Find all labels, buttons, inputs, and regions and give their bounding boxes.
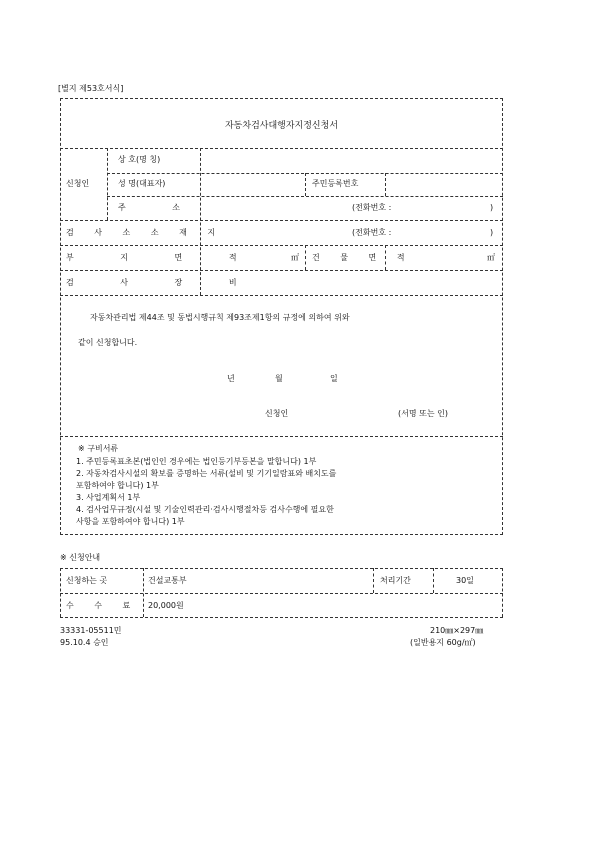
- resident-number-label: 주민등록번호: [312, 179, 359, 188]
- form-number: [별지 제53호서식]: [58, 84, 124, 93]
- building-area-unit: ㎡: [487, 253, 495, 262]
- paper-type: (일반용지 60g/㎡): [410, 638, 476, 647]
- address-phone-label: (전화번호 :: [352, 203, 392, 212]
- building-area-label: 건 물 면 적: [312, 253, 414, 262]
- site-phone-close: ): [490, 228, 494, 237]
- fee-label: 수 수 료: [66, 601, 140, 610]
- date-day: 일: [330, 374, 338, 383]
- signer-label: 신청인: [265, 409, 289, 418]
- list-item: 4. 검사업무규정(시설 및 기술인력관리·검사시행절차등 검사수행에 필요한: [76, 505, 334, 514]
- submit-place-label: 신청하는 곳: [66, 576, 108, 585]
- documents-title: ※ 구비서류: [78, 444, 119, 453]
- address-label: 주 소: [118, 203, 202, 212]
- trade-name-label: 상 호(명 칭): [118, 155, 161, 164]
- form-title: 자동차검사대행자지정신청서: [224, 121, 339, 131]
- list-item: 2. 자동차검사시설의 확보를 증명하는 서류(설비 및 기기일람표와 배치도를: [76, 469, 337, 478]
- site-phone-label: (전화번호 :: [352, 228, 392, 237]
- list-item: 사항을 포함하여야 합니다) 1부: [76, 517, 185, 526]
- date-month: 월: [275, 374, 283, 383]
- submit-place-value: 건설교통부: [148, 576, 187, 585]
- documents-divider: [60, 436, 503, 437]
- form-code: 33331-05511민: [60, 626, 122, 635]
- guide-title: ※ 신청안내: [60, 553, 101, 562]
- statement-line-2: 같이 신청합니다.: [78, 338, 138, 347]
- fee-value: 20,000원: [148, 601, 184, 610]
- list-item: 3. 사업계획서 1부: [76, 493, 141, 502]
- applicant-label: 신청인: [66, 179, 90, 188]
- statement-line-1: 자동차관리법 제44조 및 동법시행규칙 제93조제1항의 규정에 의하여 위와: [90, 313, 350, 322]
- land-area-label: 부 지 면 적: [66, 253, 259, 262]
- land-area-unit: ㎡: [291, 253, 299, 262]
- inspection-equipment-label: 검 사 장 비: [66, 278, 259, 287]
- site-location-label: 검 사 소 소 재 지: [66, 228, 225, 237]
- address-phone-close: ): [490, 203, 494, 212]
- paper-size: 210㎜×297㎜: [430, 626, 484, 635]
- approval-date: 95.10.4 승인: [60, 638, 109, 647]
- processing-period-value: 30일: [456, 576, 474, 585]
- list-item: 포함하여야 합니다) 1부: [76, 481, 159, 490]
- list-item: 1. 주민등록표초본(법인인 경우에는 법인등기부등본을 말합니다) 1부: [76, 457, 317, 466]
- name-label: 성 명(대표자): [118, 179, 166, 188]
- date-year: 년: [227, 374, 235, 383]
- processing-period-label: 처리기간: [380, 576, 411, 585]
- signature-label: (서명 또는 인): [398, 409, 448, 418]
